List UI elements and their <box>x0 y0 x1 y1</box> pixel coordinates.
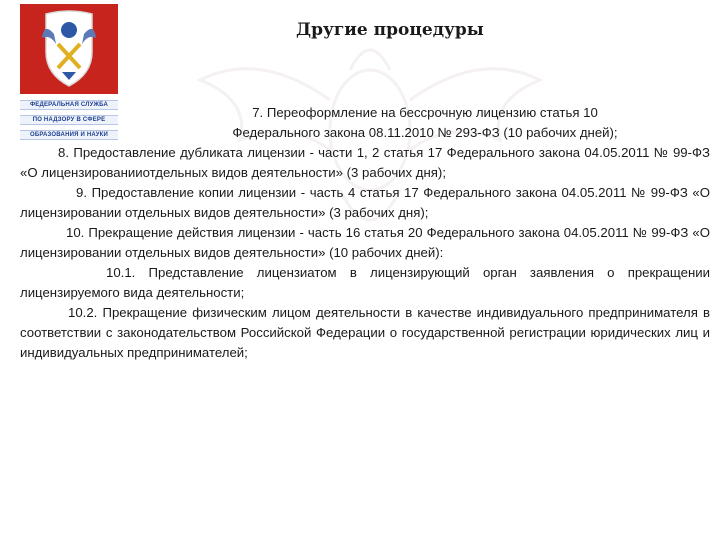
item-7-line-1: 7. Переоформление на бессрочную лицензию статья 10 <box>252 105 598 120</box>
org-line-3: ОБРАЗОВАНИЯ И НАУКИ <box>20 130 118 140</box>
org-line-1: ФЕДЕРАЛЬНАЯ СЛУЖБА <box>20 100 118 110</box>
page-title: Другие процедуры <box>296 20 484 40</box>
item-9: 9. Предоставление копии лицензии - часть 4 статья 17 Федерального закона 04.05.2011 № 99-ФЗ «О лицензировании отдельных видов деятельности» (3 рабочих дня); <box>20 185 710 220</box>
item-7-line-2: Федерального закона 08.11.2010 № 293-ФЗ (10 рабочих дней); <box>232 125 618 140</box>
item-10-2: 10.2. Прекращение физическим лицом деятельности в качестве индивидуального предпринимателя в соответствии с законодательством Российской Федерации о государственной регистрации юридических лиц и индивидуальных предпринимателей; <box>20 305 710 360</box>
item-7 <box>20 103 710 143</box>
item-10-1: 10.1. Представление лицензиатом в лицензирующий орган заявления о прекращении лицензируемого вида деятельности; <box>20 265 710 300</box>
emblem-icon <box>38 8 100 90</box>
logo-emblem <box>20 4 118 94</box>
item-8: 8. Предоставление дубликата лицензии - части 1, 2 статья 17 Федерального закона 04.05.2011 № 99-ФЗ «О лицензированииотдельных видов деятельности» (3 рабочих дня); <box>20 145 710 180</box>
item-10: 10. Прекращение действия лицензии - часть 16 статья 20 Федерального закона 04.05.2011 № 99-ФЗ «О лицензировании отдельных видов деятельности» (10 рабочих дней): <box>20 225 710 260</box>
procedures-text <box>20 103 710 363</box>
org-line-2: ПО НАДЗОРУ В СФЕРЕ <box>20 115 118 125</box>
